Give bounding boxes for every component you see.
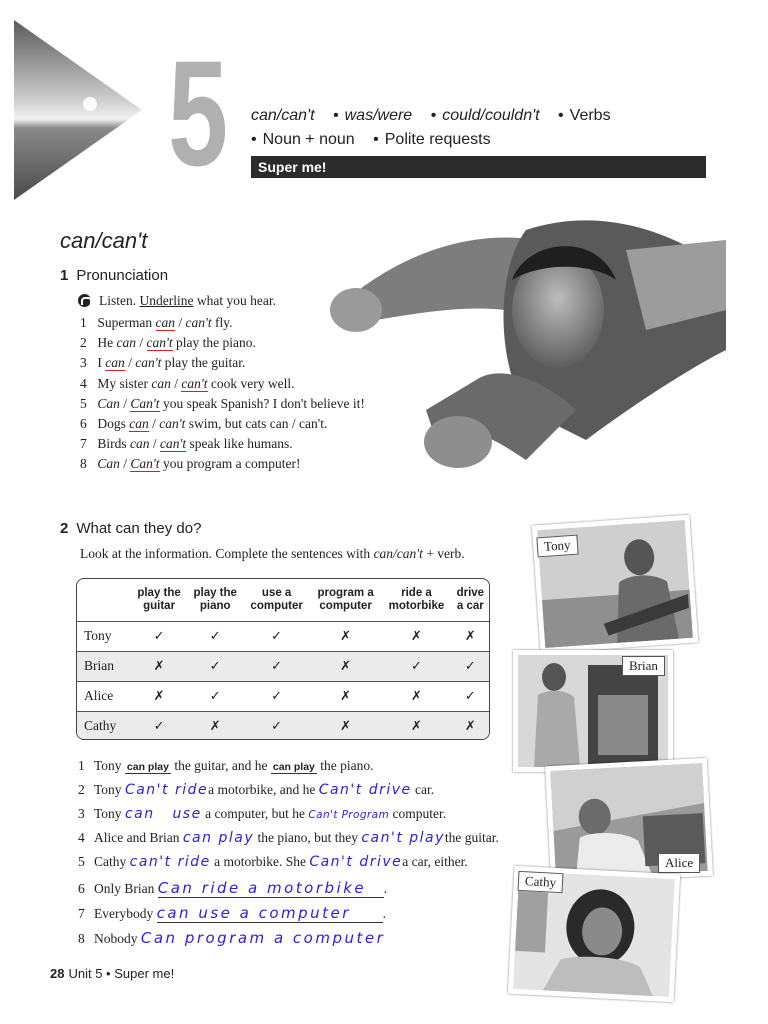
handwritten-answer[interactable]: can't ride xyxy=(129,854,211,870)
answer-blank[interactable]: can play xyxy=(126,761,169,773)
sentence-7: 7 Everybody can use a computer . xyxy=(78,904,386,922)
list-item: 1 Superman can / can't fly. xyxy=(80,315,233,330)
alice-label: Alice xyxy=(658,853,700,873)
list-item: 3 I can / can't play the guitar. xyxy=(80,355,246,371)
topic-item: Verbs xyxy=(569,107,611,124)
list-item: 7 Birds can / can't speak like humans. xyxy=(80,436,293,452)
page-edge xyxy=(0,0,14,1024)
handwritten-answer[interactable]: can't play xyxy=(361,830,445,846)
handwritten-answer[interactable]: can play xyxy=(182,830,255,846)
column-header: play the piano xyxy=(193,586,237,612)
handwritten-answer[interactable]: can use a computer xyxy=(157,904,383,923)
section-title: can/can't xyxy=(60,228,148,253)
footer-unit-title: Unit 5 • Super me! xyxy=(68,966,175,981)
topic-item: Noun + noun xyxy=(262,131,355,148)
list-item: 5 Can / Can't you speak Spanish? I don't believe it! xyxy=(80,395,365,411)
handwritten-answer[interactable]: can use xyxy=(124,806,202,822)
column-header: play the guitar xyxy=(137,586,181,612)
ability-table xyxy=(76,578,490,740)
handwritten-answer[interactable]: Can't drive xyxy=(318,782,412,798)
unit-number: 5 xyxy=(168,29,224,197)
sentence-2: 2 Tony Can't ridea motorbike, and he Can't drive car. xyxy=(78,782,435,798)
exercise-2-instruction: Look at the information. Complete the sentences with can/can't + verb. xyxy=(80,546,465,561)
table-row: Brian ✗ ✓ ✓ ✗ ✓ ✓ xyxy=(77,651,489,681)
topic-item: was/were xyxy=(344,107,413,124)
handwritten-answer[interactable]: Can program a computer xyxy=(140,929,386,947)
topic-item: Polite requests xyxy=(384,131,491,148)
handwritten-answer[interactable]: Can't drive xyxy=(309,854,403,870)
topic-item: could/couldn't xyxy=(442,107,540,124)
sentence-5: 5 Cathy can't ride a motorbike. She Can't drivea car, either. xyxy=(78,854,468,870)
answer-blank[interactable]: can play xyxy=(272,761,315,773)
unit-topics: can/can't • was/were • could/couldn't • Verbs • Noun + noun • Polite requests xyxy=(251,104,625,152)
sentence-8: 8 Nobody Can program a computer xyxy=(78,929,386,947)
table-row: Alice ✗ ✓ ✓ ✗ ✗ ✓ xyxy=(77,681,489,711)
landscape-photo xyxy=(14,20,142,200)
list-item: 6 Dogs can / can't swim, but cats can / can't. xyxy=(80,416,328,432)
cathy-label: Cathy xyxy=(518,871,564,893)
column-header: ride a motorbike xyxy=(388,586,445,612)
page-footer xyxy=(50,966,174,981)
unit-title-bar: Super me! xyxy=(251,156,706,178)
list-item: 2 He can / can't play the piano. xyxy=(80,335,256,351)
flying-man-photo xyxy=(326,210,734,490)
sentence-3: 3 Tony can use a computer, but he Can't Program computer. xyxy=(78,806,447,822)
column-header: drive a car xyxy=(456,586,485,612)
exercise-1-heading: 1 Pronunciation xyxy=(60,267,169,284)
table-row: Cathy ✓ ✗ ✓ ✗ ✗ ✗ xyxy=(77,711,489,740)
pronunciation-list xyxy=(80,313,365,475)
column-header: program a computer xyxy=(317,586,374,612)
topic-item: can/can't xyxy=(251,107,315,124)
handwritten-answer[interactable]: Can't ride xyxy=(124,782,209,798)
table-row: Tony ✓ ✓ ✓ ✗ ✗ ✗ xyxy=(77,621,489,651)
page-number: 28 xyxy=(50,966,65,981)
column-header: use a computer xyxy=(250,586,303,612)
handwritten-answer[interactable]: Can ride a motorbike xyxy=(158,879,384,898)
exercise-2-heading: 2 What can they do? xyxy=(60,520,202,537)
sentence-4: 4 Alice and Brian can play the piano, but they can't playthe guitar. xyxy=(78,830,499,846)
sentence-1: 1 Tony can play the guitar, and he can play the piano. xyxy=(78,758,374,773)
sentence-6: 6 Only Brian Can ride a motorbike . xyxy=(78,879,388,897)
list-item: 8 Can / Can't you program a computer! xyxy=(80,456,301,472)
exercise-1-instruction: Listen. Underline what you hear. xyxy=(78,293,276,309)
headphones-icon xyxy=(78,294,91,307)
brian-label: Brian xyxy=(622,656,665,676)
table-corner xyxy=(77,579,131,621)
list-item: 4 My sister can / can't cook very well. xyxy=(80,375,295,391)
tony-label: Tony xyxy=(536,535,578,558)
handwritten-answer[interactable]: Can't Program xyxy=(308,809,390,821)
